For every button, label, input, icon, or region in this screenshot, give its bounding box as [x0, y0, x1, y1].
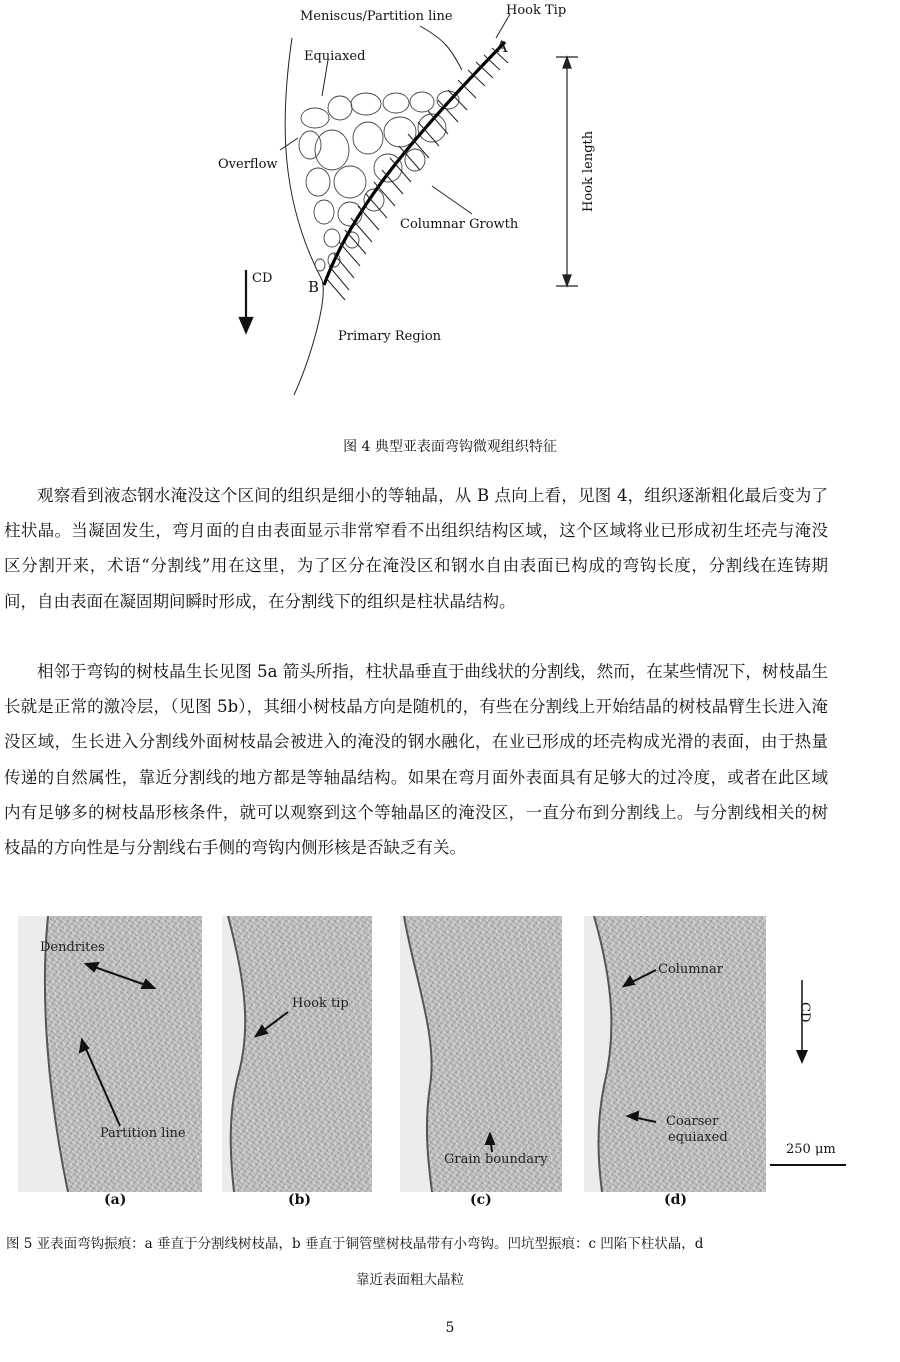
partition-line-label: Partition line: [100, 1126, 186, 1141]
meniscus-curve: [285, 38, 323, 395]
cd-arrow: [240, 270, 252, 332]
hook-length-label: Hook length: [581, 130, 596, 212]
equiaxed-label-arrow: [322, 60, 328, 96]
figure-5-caption-line1: 图 5 亚表面弯钩振痕：a 垂直于分割线树枝晶，b 垂直于铜管壁树枝晶带有小弯钩。凹坑型振痕：c 凹陷下柱状晶，d: [6, 1236, 704, 1252]
panel-d-letter: (d): [664, 1192, 688, 1208]
cd-label-fig5: CD: [797, 1002, 812, 1023]
figure-5: [0, 910, 900, 1210]
micrograph-panel-d: [584, 916, 766, 1192]
panel-a-letter: (a): [104, 1192, 127, 1208]
coarser-label: Coarser: [666, 1114, 719, 1129]
micrograph-panel-a: [18, 916, 202, 1192]
columnar-hatching: [326, 48, 508, 300]
paragraph-1: 观察看到液态钢水淹没这个区间的组织是细小的等轴晶，从 B 点向上看，见图 4，组织逐渐粗化最后变为了柱状晶。当凝固发生，弯月面的自由表面显示非常窄看不出组织结构区域，这个区域将业已形成初生坯壳与淹没区分割开来，术语“分割线”用在这里，为了区分在淹没区和钢水自由表面已构成的弯钩长度，分割线在连铸期间，自由表面在凝固期间瞬时形成，在分割线下的组织是柱状晶结构。: [4, 486, 828, 611]
grain-boundary-label: Grain boundary: [444, 1152, 548, 1167]
overflow-label: Overflow: [218, 157, 278, 172]
equiaxed-label: Equiaxed: [304, 49, 366, 64]
hook-tip-micrograph-label: Hook tip: [292, 996, 349, 1011]
columnar-growth-label: Columnar Growth: [400, 217, 519, 232]
primary-region-label: Primary Region: [338, 329, 442, 344]
panel-b-letter: (b): [288, 1192, 312, 1208]
micrograph-panel-c: [400, 916, 562, 1192]
equiaxed-label-d: equiaxed: [668, 1130, 728, 1145]
dendrites-label: Dendrites: [40, 940, 105, 955]
scale-bar: [770, 1164, 846, 1166]
figure-4-schematic: [200, 0, 640, 400]
micrograph-panel-b: [222, 916, 372, 1192]
panel-c-letter: (c): [470, 1192, 492, 1208]
page-number: 5: [445, 1320, 455, 1336]
hook-length-dimension: [556, 57, 578, 286]
paragraph-2: 相邻于弯钩的树枝晶生长见图 5a 箭头所指，柱状晶垂直于曲线状的分割线，然而，在某些情况下，树枝晶生长就是正常的激冷层，（见图 5b），其细小树枝晶方向是随机的，有些在分割线上开始结晶的树枝晶臂生长进入淹没区域，生长进入分割线外面树枝晶会被进入的淹没的钢水融化，在业已形成的坯壳构成光滑的表面，由于热量传递的自然属性，靠近分割线的地方都是等轴晶结构。如果在弯月面外表面具有足够大的过冷度，或者在此区域内有足够多的树枝晶形核条件，就可以观察到这个等轴晶区的淹没区，一直分布到分割线上。与分割线相关的树枝晶的方向性是与分割线右手侧的弯钩内侧形核是否缺乏有关。: [4, 662, 828, 858]
scale-bar-label: 250 μm: [786, 1142, 836, 1157]
point-b-label: B: [308, 278, 320, 296]
point-a-label: A: [496, 37, 508, 56]
figure-4-caption: 图 4 典型亚表面弯钩微观组织特征: [343, 439, 557, 455]
meniscus-label-arrow: [420, 26, 462, 70]
overflow-label-arrow: [280, 138, 298, 150]
meniscus-label: Meniscus/Partition line: [300, 9, 453, 24]
columnar-label-arrow: [432, 186, 472, 214]
cd-label: CD: [252, 271, 273, 286]
cd-arrow-fig5: [790, 980, 820, 1070]
figure-5-caption-line2: 靠近表面粗大晶粒: [356, 1272, 464, 1288]
columnar-label: Columnar: [658, 962, 723, 977]
hook-tip-label: Hook Tip: [506, 3, 567, 18]
